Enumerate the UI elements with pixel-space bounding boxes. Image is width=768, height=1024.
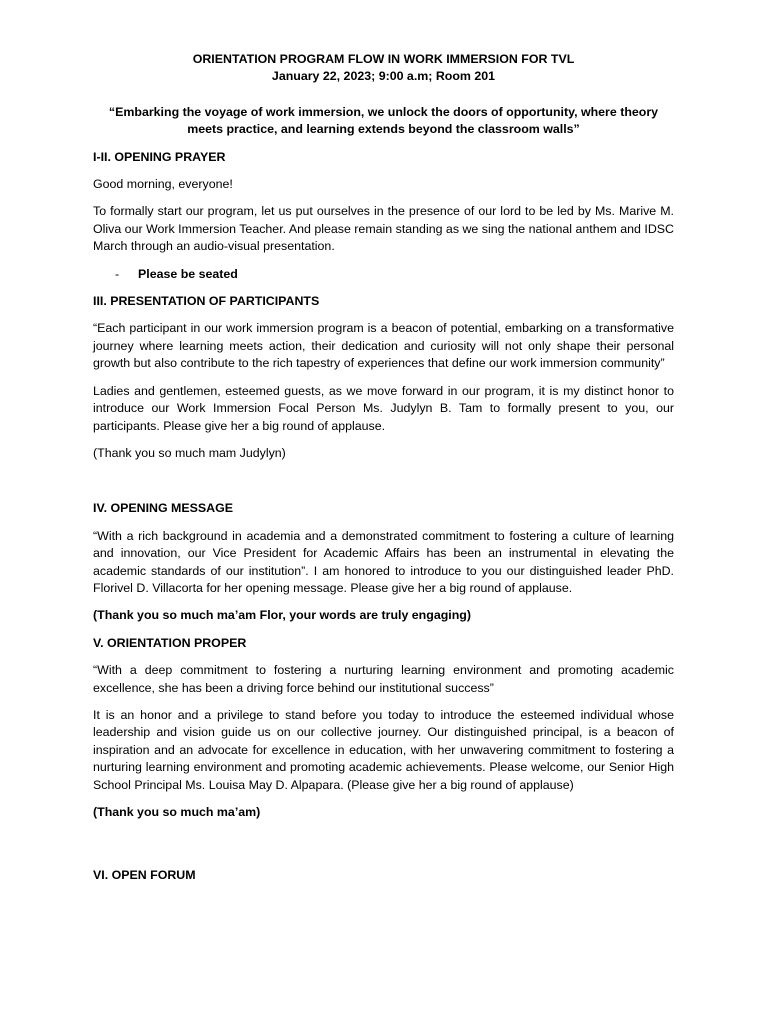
section-heading-opening-prayer: I-II. OPENING PRAYER (93, 149, 226, 164)
greeting-text: Good morning, everyone! (93, 177, 233, 192)
participants-thanks: (Thank you so much mam Judylyn) (93, 445, 286, 460)
section-gap (93, 821, 674, 857)
section-heading-opening-message: IV. OPENING MESSAGE (93, 501, 234, 516)
document-date-venue: January 22, 2023; 9:00 a.m; Room 201 (271, 69, 496, 84)
bullet-dash: - (115, 266, 120, 281)
participants-quote: “Each participant in our work immersion program is a beacon of potential, embarking on a transformative journey where learning meets action, their dedication and curiosity will not only shape their personal growth but also contribute to the rich tapestry of experiences that define our work immersion community” (93, 321, 674, 371)
opening-message-thanks: (Thank you so much ma’am Flor, your words are truly engaging) (93, 608, 471, 623)
participants-paragraph: Ladies and gentlemen, esteemed guests, as we move forward in our program, it is my distinct honor to introduce our Work Immersion Focal Person Ms. Judylyn B. Tam to formally present to you, our participants. Please give her a big round of applause. (93, 383, 674, 433)
opening-message-paragraph: “With a rich background in academia and a demonstrated commitment to fostering a culture of learning and innovation, our Vice President for Academic Affairs has been an instrumental in elevating the academic standards of our institution”. I am honored to introduce to you our distinguished leader PhD. Florivel D. Villacorta for her opening message. Please give her a big round of applause. (93, 528, 674, 595)
section-heading-open-forum: VI. OPEN FORUM (93, 868, 196, 883)
document-title: ORIENTATION PROGRAM FLOW IN WORK IMMERSION FOR TVL (192, 52, 575, 66)
orientation-quote: “With a deep commitment to fostering a nurturing learning environment and promoting academic excellence, she has been a driving force behind our institutional success” (93, 663, 674, 695)
opening-prayer-paragraph: To formally start our program, let us put ourselves in the presence of our lord to be led by Ms. Marive M. Oliva our Work Immersion Teacher. And please remain standing as we sing the national anthem and IDSC March through an audio-visual presentation. (93, 204, 674, 254)
opening-quote: “Embarking the voyage of work immersion, we unlock the doors of opportunity, where theory meets practice, and learning extends beyond the classroom walls” (108, 104, 659, 137)
section-heading-orientation: V. ORIENTATION PROPER (93, 635, 247, 650)
bullet-item (93, 266, 674, 283)
document-header (93, 51, 674, 86)
orientation-paragraph: It is an honor and a privilege to stand before you today to introduce the esteemed individual whose leadership and vision guide us on our collective journey. Our distinguished principal, is a beacon of inspiration and an advocate for excellence in education, with her unwavering commitment to fostering a nurturing learning environment and promoting academic achievements. Please welcome, our Senior High School Principal Ms. Louisa May D. Alpapara. (Please give her a big round of applause) (93, 707, 674, 792)
bullet-text: Please be seated (138, 266, 238, 281)
section-heading-participants: III. PRESENTATION OF PARTICIPANTS (93, 294, 320, 309)
orientation-thanks: (Thank you so much ma’am) (93, 805, 261, 819)
section-gap (93, 462, 674, 490)
